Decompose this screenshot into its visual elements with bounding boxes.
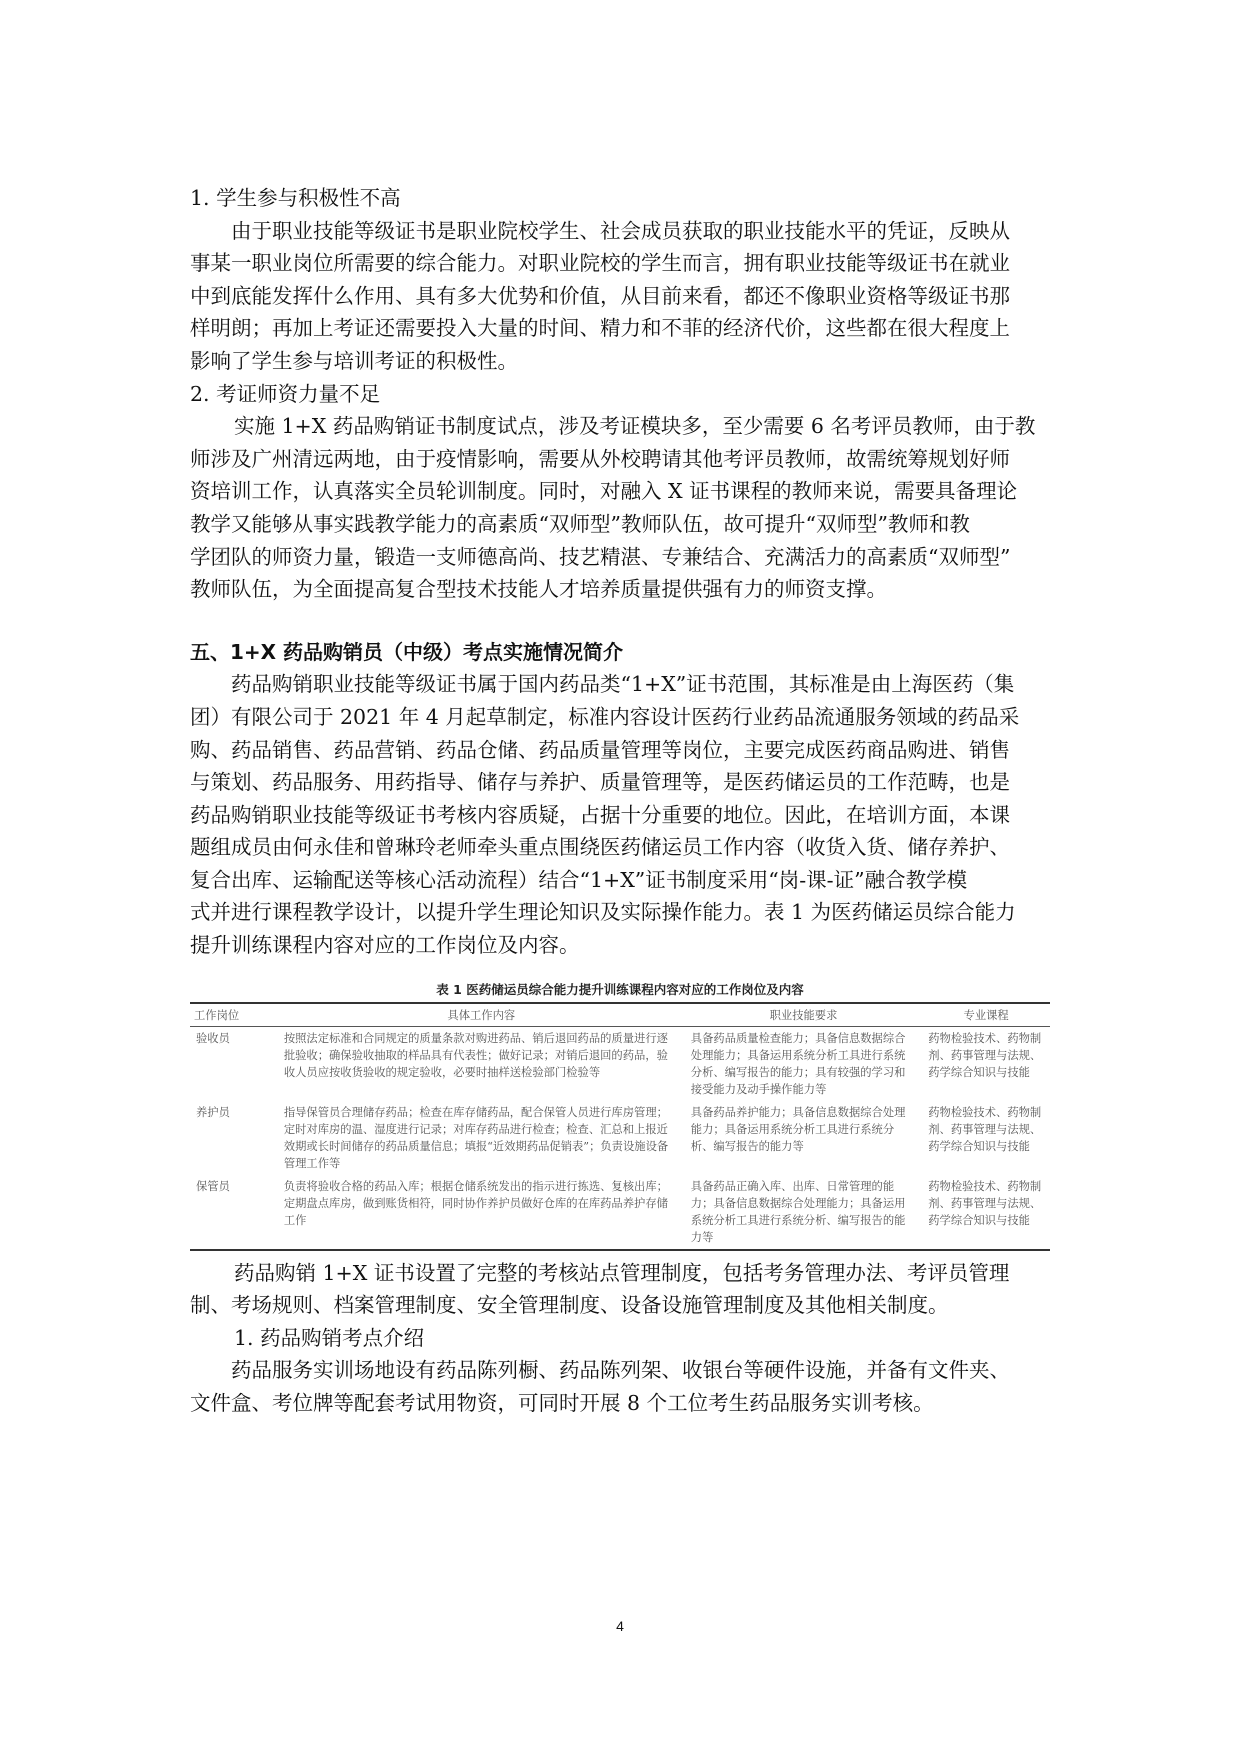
paragraph-line: 影响了学生参与培训考证的积极性。 bbox=[190, 348, 518, 373]
paragraph-line: 中到底能发挥什么作用、具有多大优势和价值，从目前来看，都还不像职业资格等级证书那 bbox=[190, 283, 1010, 308]
paragraph-line: 制、考场规则、档案管理制度、安全管理制度、设备设施管理制度及其他相关制度。 bbox=[190, 1293, 949, 1318]
cell-skills: 具备药品养护能力；具备信息数据综合处理能力；具备运用系统分析工具进行系统分析、编写报告的能力等 bbox=[690, 1105, 906, 1153]
section-title: 五、1+X 药品购销员（中级）考点实施情况简介 bbox=[190, 639, 624, 664]
table-row bbox=[190, 1175, 1050, 1250]
table-row bbox=[190, 1101, 1050, 1175]
paragraph-line: 购、药品销售、药品营销、药品仓储、药品质量管理等岗位，主要完成医药商品购进、销售 bbox=[190, 737, 1010, 762]
paragraph-line: 药品购销 1+X 证书设置了完整的考核站点管理制度，包括考务管理办法、考评员管理 bbox=[234, 1260, 1010, 1285]
document-body bbox=[190, 182, 1050, 1420]
paragraph-line: 教师队伍，为全面提高复合型技术技能人才培养质量提供强有力的师资支撑。 bbox=[190, 577, 887, 602]
cell-position: 保管员 bbox=[190, 1175, 278, 1250]
paragraph-line: 文件盒、考位牌等配套考试用物资，可同时开展 8 个工位考生药品服务实训考核。 bbox=[190, 1391, 934, 1416]
page-number: 4 bbox=[616, 1618, 624, 1634]
paragraph-line: 事某一职业岗位所需要的综合能力。对职业院校的学生而言，拥有职业技能等级证书在就业 bbox=[190, 251, 1010, 276]
column-header-content: 具体工作内容 bbox=[278, 1003, 685, 1027]
paragraph-line: 由于职业技能等级证书是职业院校学生、社会成员获取的职业技能水平的凭证，反映从 bbox=[231, 218, 1010, 243]
column-header-skills: 职业技能要求 bbox=[685, 1003, 922, 1027]
cell-course: 药物检验技术、药物制剂、药事管理与法规、药学综合知识与技能 bbox=[928, 1031, 1042, 1079]
cell-course: 药物检验技术、药物制剂、药事管理与法规、药学综合知识与技能 bbox=[922, 1175, 1050, 1250]
paragraph-line: 教学又能够从事实践教学能力的高素质“双师型”教师队伍，故可提升“双师型”教师和教 bbox=[190, 511, 970, 536]
paragraph-line: 式并进行课程教学设计，以提升学生理论知识及实际操作能力。表 1 为医药储运员综合能力 bbox=[190, 900, 1016, 925]
cell-content: 指导保管员合理储存药品；检查在库存储药品，配合保管人员进行库房管理；定时对库房的温、湿度进行记录；对库存药品进行检查；检查、汇总和上报近效期或长时间储存的药品质量信息；填报“近效期药品促销表”；负责设施设备管理工作等 bbox=[283, 1105, 669, 1170]
job-position-table bbox=[190, 980, 1050, 1251]
table-row bbox=[190, 1026, 1050, 1101]
cell-skills: 具备药品正确入库、出库、日常管理的能力；具备信息数据综合处理能力；具备运用系统分析工具进行系统分析、编写报告的能力等 bbox=[685, 1175, 922, 1250]
paragraph-line: 复合出库、运输配送等核心活动流程）结合“1+X”证书制度采用“岗-课-证”融合教学模 bbox=[190, 867, 968, 892]
cell-skills: 具备药品质量检查能力；具备信息数据综合处理能力；具备运用系统分析工具进行系统分析、编写报告的能力；具有较强的学习和接受能力及动手操作能力等 bbox=[690, 1031, 906, 1096]
paragraph-line: 药品服务实训场地设有药品陈列橱、药品陈列架、收银台等硬件设施，并备有文件夹、 bbox=[231, 1358, 1010, 1383]
paragraph-line: 学团队的师资力量，锻造一支师德高尚、技艺精湛、专兼结合、充满活力的高素质“双师型” bbox=[190, 544, 1011, 569]
table-caption: 表 1 医药储运员综合能力提升训练课程内容对应的工作岗位及内容 bbox=[436, 981, 804, 997]
table bbox=[190, 1002, 1050, 1251]
paragraph-line: 药品购销职业技能等级证书考核内容质疑，占据十分重要的地位。因此，在培训方面，本课 bbox=[190, 802, 1010, 827]
paragraph-line: 师涉及广州清远两地，由于疫情影响，需要从外校聘请其他考评员教师，故需统筹规划好师 bbox=[190, 446, 1010, 471]
paragraph-line: 提升训练课程内容对应的工作岗位及内容。 bbox=[190, 933, 580, 958]
cell-content: 负责将验收合格的药品入库；根据仓储系统发出的指示进行拣选、复核出库；定期盘点库房，做到账货相符，同时协作养护员做好仓库的在库药品养护存储工作 bbox=[278, 1175, 685, 1250]
paragraph-line: 团）有限公司于 2021 年 4 月起草制定，标准内容设计医药行业药品流通服务领域的药品采 bbox=[190, 704, 1020, 729]
paragraph-line: 药品购销职业技能等级证书属于国内药品类“1+X”证书范围，其标准是由上海医药（集 bbox=[231, 672, 1015, 697]
cell-position: 验收员 bbox=[196, 1031, 230, 1045]
paragraph-line: 资培训工作，认真落实全员轮训制度。同时，对融入 X 证书课程的教师来说，需要具备理论 bbox=[190, 479, 1018, 504]
cell-content: 按照法定标准和合同规定的质量条款对购进药品、销后退回药品的质量进行逐批验收；确保验收抽取的样品具有代表性；做好记录；对销后退回的药品，验收人员应按收货验收的规定验收，必要时抽样送检验部门检验等 bbox=[283, 1031, 668, 1079]
cell-course: 药物检验技术、药物制剂、药事管理与法规、药学综合知识与技能 bbox=[928, 1105, 1042, 1153]
table-header-row bbox=[190, 1003, 1050, 1027]
paragraph-line: 与策划、药品服务、用药指导、储存与养护、质量管理等，是医药储运员的工作范畴，也是 bbox=[190, 770, 1010, 795]
paragraph-line: 样明朗；再加上考证还需要投入大量的时间、精力和不菲的经济代价，这些都在很大程度上 bbox=[190, 316, 1010, 341]
cell-position: 养护员 bbox=[196, 1105, 230, 1119]
column-header-course: 专业课程 bbox=[922, 1003, 1050, 1027]
heading-student-participation: 1. 学生参与积极性不高 bbox=[190, 186, 401, 210]
column-header-position: 工作岗位 bbox=[190, 1003, 278, 1027]
heading-exam-site-intro: 1. 药品购销考点介绍 bbox=[234, 1325, 425, 1350]
heading-teacher-shortage: 2. 考证师资力量不足 bbox=[190, 381, 381, 406]
paragraph-line: 题组成员由何永佳和曾琳玲老师牵头重点围绕医药储运员工作内容（收货入货、储存养护、 bbox=[190, 835, 1010, 860]
paragraph-line: 实施 1+X 药品购销证书制度试点，涉及考证模块多，至少需要 6 名考评员教师，由于教 bbox=[234, 414, 1036, 439]
